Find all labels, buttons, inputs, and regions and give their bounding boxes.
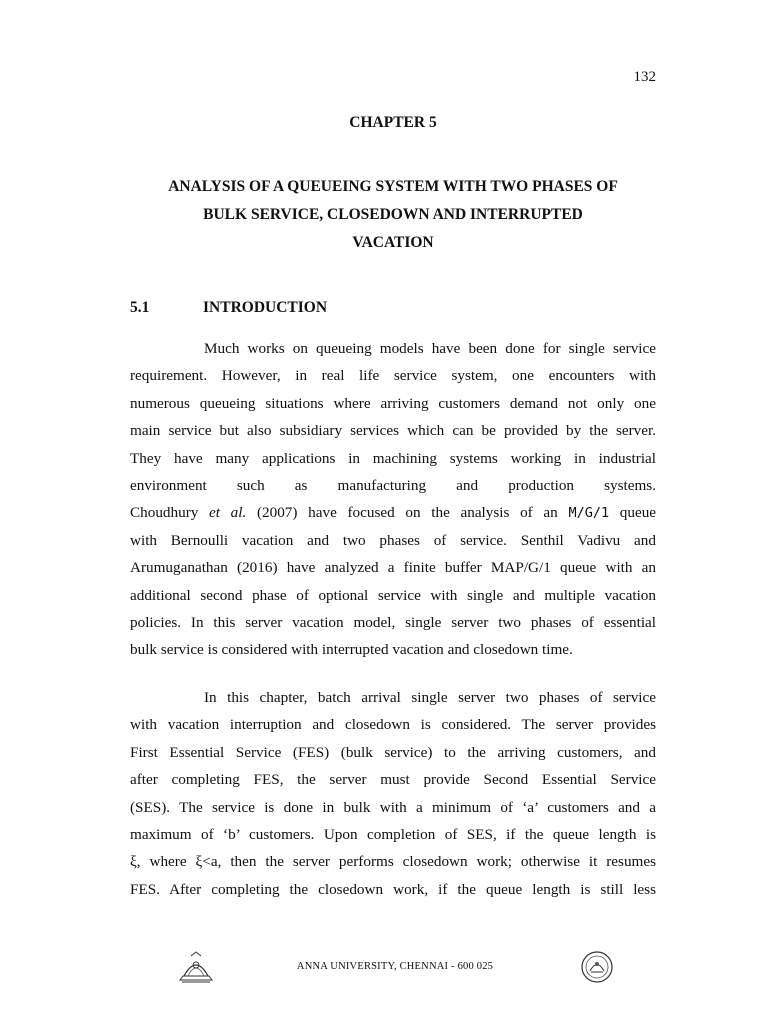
paragraph-2: [130, 684, 656, 903]
chapter-title-line-3: VACATION: [352, 234, 434, 251]
page-footer: [0, 946, 768, 990]
section-title: INTRODUCTION: [203, 299, 328, 316]
p1-line-7-model: M/G/1: [568, 505, 610, 522]
p1-line-11: policies. In this server vacation model, single server two phases of essential: [130, 613, 656, 631]
p1-line-7-mid: (2007) have focused on the analysis of an: [256, 504, 558, 522]
p1-line-3: numerous queueing situations where arriving customers demand not only one: [130, 394, 656, 412]
p2-line-8: FES. After completing the closedown work, if the queue length is still less: [130, 880, 656, 898]
section-number: 5.1: [130, 299, 150, 316]
p1-line-10: additional second phase of optional service with single and multiple vacation: [130, 586, 656, 604]
chapter-title-line-1: ANALYSIS OF A QUEUEING SYSTEM WITH TWO PHASES OF: [168, 178, 618, 195]
p1-line-7-etal: et al.: [209, 504, 247, 522]
p1-line-5: They have many applications in machining systems working in industrial: [130, 449, 656, 467]
chapter-title-line-2: BULK SERVICE, CLOSEDOWN AND INTERRUPTED: [203, 206, 583, 223]
p2-line-1: In this chapter, batch arrival single server two phases of service: [204, 689, 656, 706]
p1-line-1: Much works on queueing models have been done for single service: [204, 340, 656, 357]
page-number: 132: [633, 69, 656, 85]
p2-line-7: ξ, where ξ<a, then the server performs closedown work; otherwise it resumes: [130, 853, 656, 871]
p1-line-7-end: queue: [619, 504, 657, 522]
p1-line-9: Arumuganathan (2016) have analyzed a finite buffer MAP/G/1 queue with an: [130, 559, 656, 577]
section-heading: [130, 299, 327, 317]
p1-line-12: bulk service is considered with interrupted vacation and closedown time.: [130, 641, 573, 659]
paragraph-1: [130, 335, 656, 664]
p1-line-8: with Bernoulli vacation and two phases of service. Senthil Vadivu and: [130, 531, 656, 549]
chapter-label: CHAPTER 5: [349, 114, 437, 131]
p2-line-3: First Essential Service (FES) (bulk service) to the arriving customers, and: [130, 743, 656, 761]
p1-line-6: environment such as manufacturing and production systems.: [130, 476, 656, 494]
p1-line-2: requirement. However, in real life service system, one encounters with: [130, 367, 656, 385]
university-seal-icon: [580, 950, 614, 984]
p2-line-4: after completing FES, the server must provide Second Essential Service: [130, 771, 656, 789]
p2-line-2: with vacation interruption and closedown is considered. The server provides: [130, 716, 656, 734]
chapter-title: [120, 173, 666, 257]
p2-line-5: (SES). The service is done in bulk with a minimum of ‘a’ customers and a: [130, 798, 656, 816]
p1-line-7: [130, 499, 656, 526]
footer-institution: ANNA UNIVERSITY, CHENNAI - 600 025: [296, 961, 494, 972]
p1-line-7-author: Choudhury: [130, 504, 199, 522]
p1-line-4: main service but also subsidiary services which can be provided by the server.: [130, 422, 656, 440]
p2-line-6: maximum of ‘b’ customers. Upon completion of SES, if the queue length is: [130, 825, 656, 843]
